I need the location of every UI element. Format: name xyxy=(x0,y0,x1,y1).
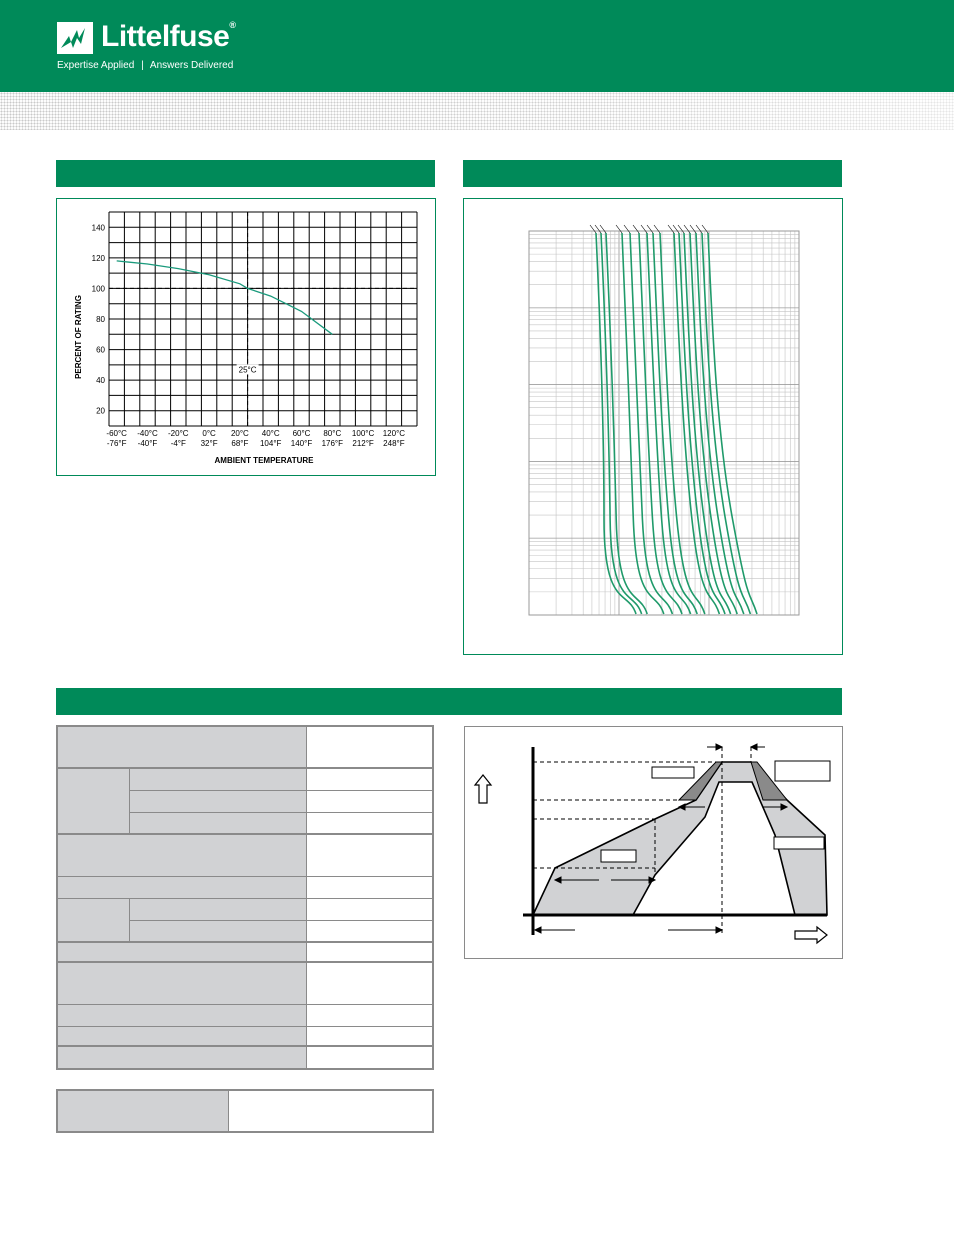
reflow-profile-panel xyxy=(464,726,843,959)
table-cell xyxy=(58,877,306,899)
reference-label: 25°C xyxy=(238,365,257,375)
curve-leader xyxy=(595,225,601,233)
x-tick-label-celsius: 60°C xyxy=(292,429,311,438)
fuse-curve xyxy=(601,233,642,614)
table-cell xyxy=(130,813,306,835)
fuse-curve xyxy=(622,233,664,614)
table-cell xyxy=(58,963,306,1005)
x-tick-label-celsius: -40°C xyxy=(137,429,158,438)
table-cell xyxy=(58,835,306,877)
temperature-up-arrow-icon xyxy=(475,775,491,803)
table-cell xyxy=(58,1005,306,1027)
x-tick-label-celsius: 20°C xyxy=(230,429,249,438)
curve-leader xyxy=(590,225,596,233)
soldering-parameters-table xyxy=(56,725,434,1070)
x-tick-label-fahrenheit: 140°F xyxy=(290,439,313,448)
x-tick-label-celsius: 40°C xyxy=(261,429,280,438)
x-tick-label-fahrenheit: 32°F xyxy=(200,439,218,448)
temperature-rerating-chart xyxy=(57,199,435,475)
table-cell xyxy=(58,1047,306,1068)
x-tick-label-fahrenheit: -4°F xyxy=(170,439,186,448)
time-current-chart-panel xyxy=(463,198,843,655)
table-cell xyxy=(58,943,306,963)
table-cell xyxy=(306,1047,432,1068)
y-tick-label: 100 xyxy=(91,284,105,294)
curve-leader xyxy=(668,225,674,233)
x-axis-label: AMBIENT TEMPERATURE xyxy=(214,456,314,465)
fuse-curve xyxy=(653,233,697,614)
x-tick-label-fahrenheit: -76°F xyxy=(106,439,127,448)
table-cell xyxy=(306,921,432,943)
table-cell xyxy=(130,791,306,813)
curve-leader xyxy=(600,225,606,233)
y-tick-label: 80 xyxy=(96,315,105,324)
curve-leader xyxy=(641,225,647,233)
x-tick-label-celsius: -20°C xyxy=(168,429,189,438)
table-cell xyxy=(228,1091,432,1131)
x-tick-label-fahrenheit: 176°F xyxy=(321,439,344,448)
table-cell xyxy=(306,835,432,877)
label-box xyxy=(774,837,824,849)
temperature-chart-panel xyxy=(56,198,436,476)
table-cell xyxy=(58,1091,228,1131)
curve-leader xyxy=(690,225,696,233)
table-cell xyxy=(306,727,432,769)
table-cell xyxy=(306,1005,432,1027)
x-tick-label-fahrenheit: 212°F xyxy=(352,439,374,448)
plot-frame xyxy=(529,231,799,615)
x-tick-label-fahrenheit: 104°F xyxy=(259,439,282,448)
table-cell xyxy=(306,943,432,963)
section-bar-temperature-rerating xyxy=(56,160,435,187)
table-cell xyxy=(306,769,432,791)
table-cell xyxy=(130,921,306,943)
label-box xyxy=(775,761,830,781)
table-cell xyxy=(130,899,306,921)
table-cell xyxy=(130,769,306,791)
reflow-profile-diagram xyxy=(465,727,842,958)
x-tick-label-fahrenheit: -40°F xyxy=(137,439,158,448)
x-tick-label-fahrenheit: 248°F xyxy=(383,439,405,448)
y-tick-label: 120 xyxy=(91,253,105,263)
y-tick-label: 140 xyxy=(91,223,105,233)
brand-tagline: Expertise Applied | Answers Delivered xyxy=(57,60,234,71)
x-tick-label-fahrenheit: 68°F xyxy=(231,439,249,448)
table-cell xyxy=(306,791,432,813)
table-cell xyxy=(58,727,306,769)
y-axis-label: PERCENT OF RATING xyxy=(74,295,83,379)
y-tick-label: 40 xyxy=(96,376,105,386)
section-bar-time-current xyxy=(463,160,842,187)
brand-name: Littelfuse® xyxy=(101,20,236,53)
littelfuse-logo-icon xyxy=(57,22,93,54)
curve-leader xyxy=(684,225,690,233)
derating-curve xyxy=(117,261,333,334)
soldering-note-table xyxy=(56,1089,434,1133)
curve-leader xyxy=(624,225,630,233)
table-cell xyxy=(306,877,432,899)
x-tick-label-celsius: 0°C xyxy=(202,429,216,438)
table-cell xyxy=(306,1027,432,1047)
curve-leader xyxy=(654,225,660,233)
y-tick-label: 60 xyxy=(96,345,105,355)
curve-leader xyxy=(673,225,679,233)
time-current-curve-chart xyxy=(464,199,842,654)
table-cell xyxy=(306,813,432,835)
section-bar-soldering xyxy=(56,688,842,715)
x-tick-label-celsius: -60°C xyxy=(106,429,127,438)
label-box xyxy=(601,850,636,862)
y-tick-label: 20 xyxy=(96,406,105,416)
time-right-arrow-icon xyxy=(795,927,827,943)
x-tick-label-celsius: 100°C xyxy=(351,429,375,438)
page-header xyxy=(0,0,954,92)
x-tick-label-celsius: 120°C xyxy=(382,429,406,438)
curve-leader xyxy=(647,225,653,233)
label-box xyxy=(652,767,694,778)
table-cell xyxy=(306,963,432,1005)
curve-leader xyxy=(678,225,684,233)
table-cell xyxy=(306,899,432,921)
table-cell xyxy=(58,899,130,943)
curve-leader xyxy=(696,225,702,233)
table-cell xyxy=(58,769,130,835)
table-cell xyxy=(58,1027,306,1047)
x-tick-label-celsius: 80°C xyxy=(323,429,342,438)
curve-leader xyxy=(633,225,639,233)
